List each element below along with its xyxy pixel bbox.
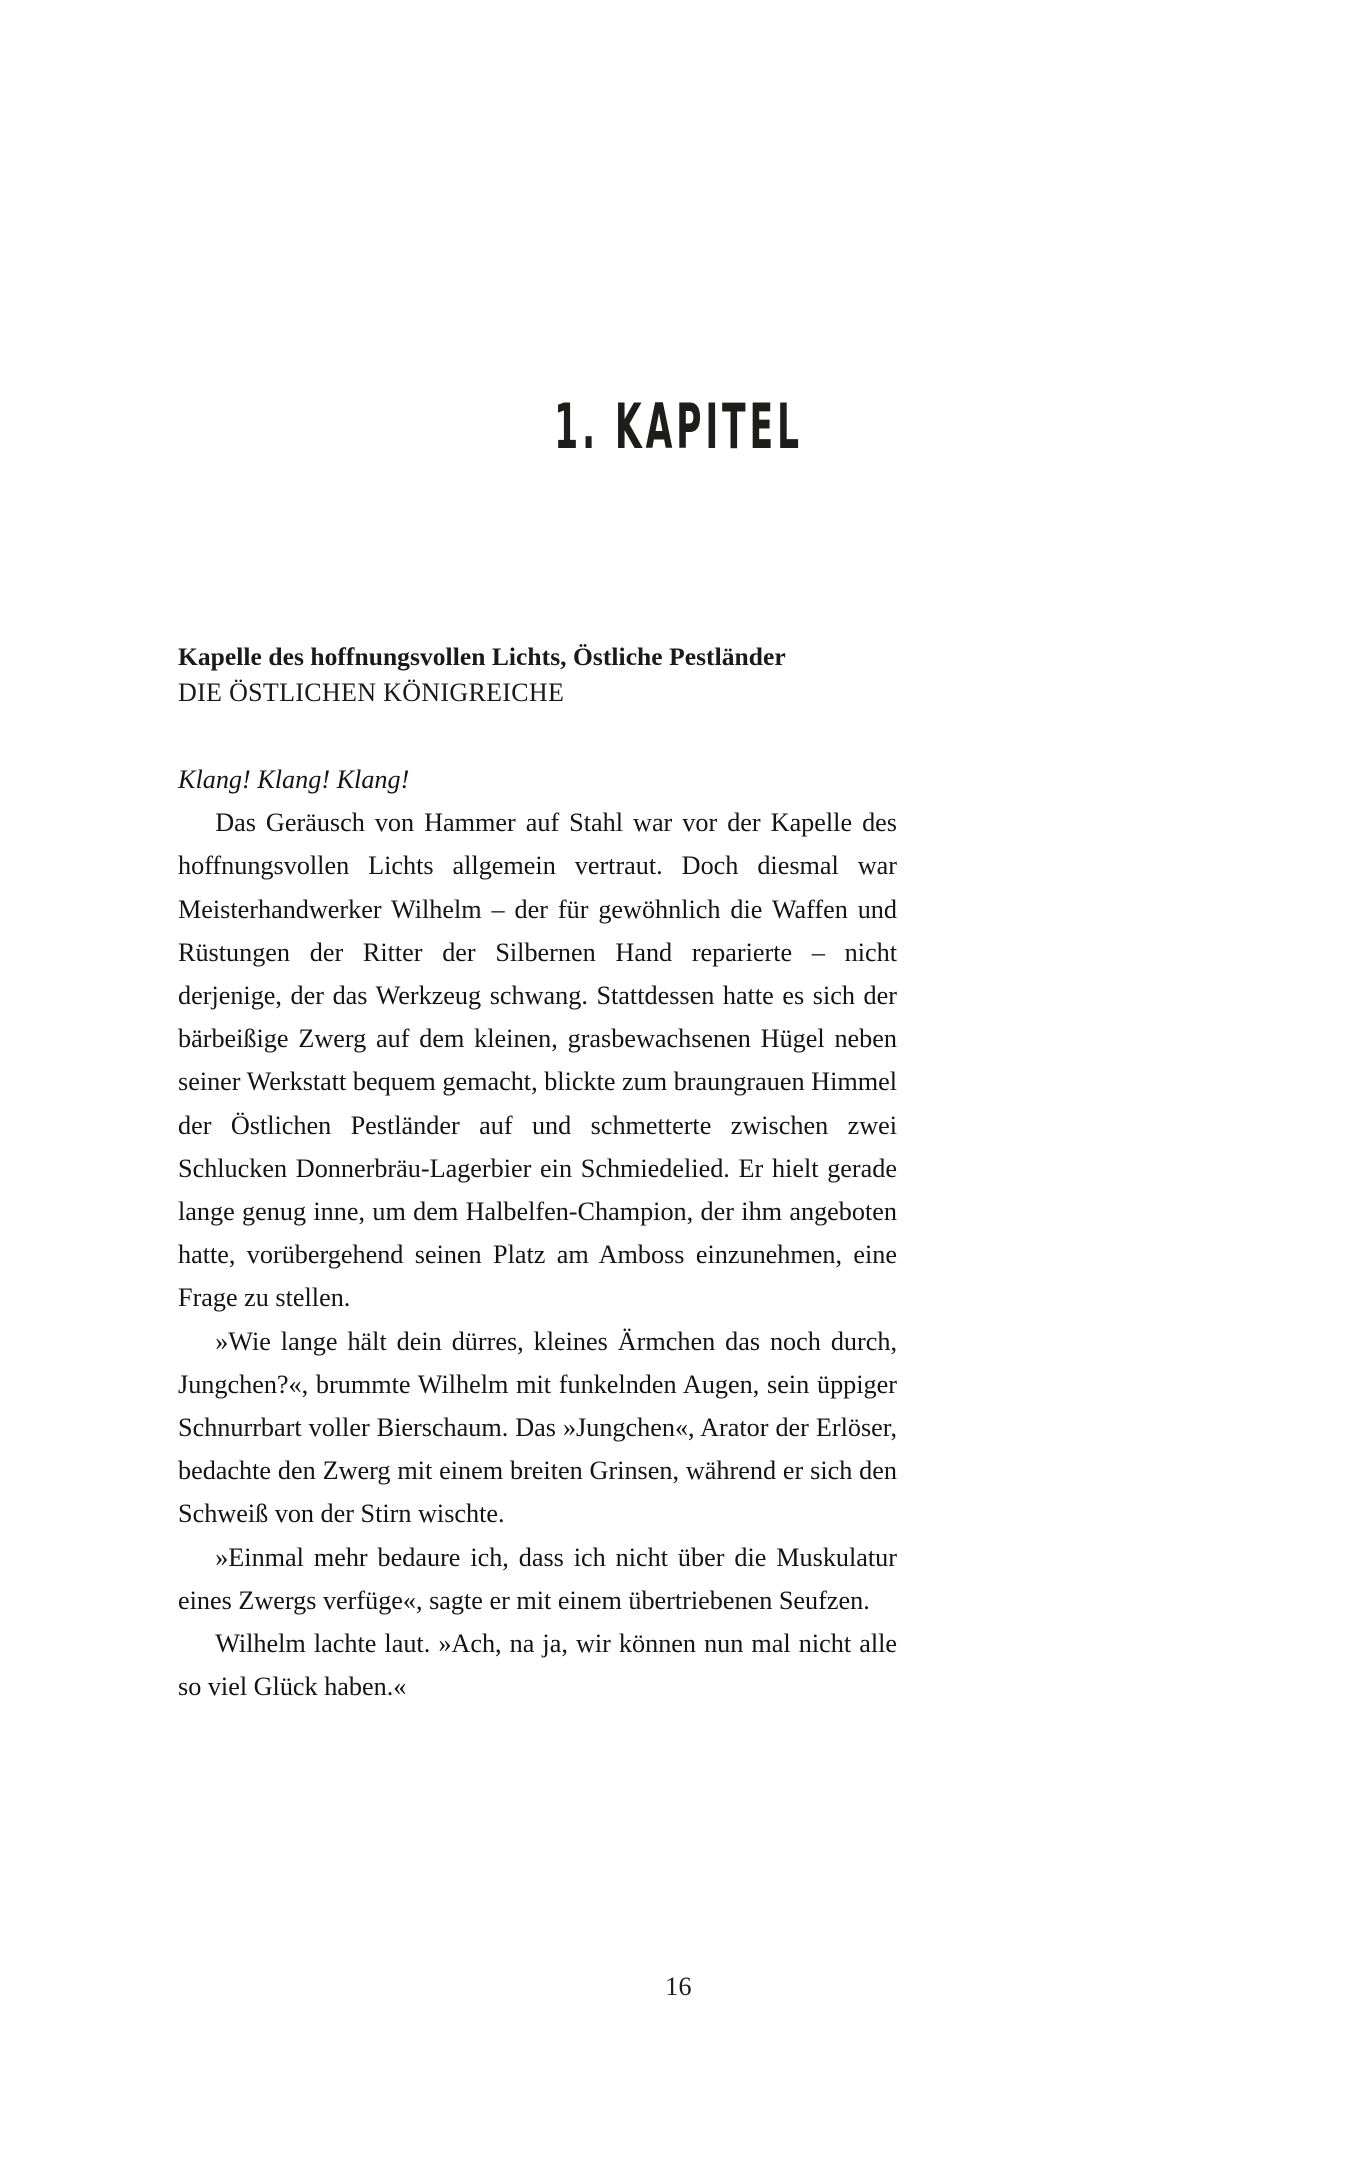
scene-realm: DIE ÖSTLICHEN KÖNIGREICHE [178,678,565,708]
sound-line: Klang! Klang! Klang! [178,764,410,794]
body-text [178,758,897,1708]
page-number: 16 [665,1972,692,2001]
paragraph: Das Geräusch von Hammer auf Stahl war vor der Kapelle des hoffnungsvollen Lichts allgemein vertraut. Doch diesmal war Meisterhandwerker Wilhelm – der für gewöhnlich die Waffen und Rüstungen der Ritter der Silbernen Hand reparierte – nicht derjenige, der das Werkzeug schwang. Stattdessen hatte es sich der bärbeißige Zwerg auf dem kleinen, grasbewachsenen Hügel neben seiner Werkstatt bequem gemacht, blickte zum braungrauen Himmel der Östlichen Pestländer auf und schmetterte zwischen zwei Schlucken Donnerbräu-Lagerbier ein Schmiedelied. Er hielt gerade lange genug inne, um dem Halbelfen-Champion, der ihm angeboten hatte, vorübergehend seinen Platz am Amboss einzunehmen, eine Frage zu stellen. [178,808,897,1313]
paragraph: »Einmal mehr bedaure ich, dass ich nicht über die Muskulatur eines Zwergs verfüge«, sagte er mit einem übertriebenen Seufzen. [178,1542,897,1615]
paragraph: »Wie lange hält dein dürres, kleines Ärmchen das noch durch, Jungchen?«, brummte Wilhelm mit funkelnden Augen, sein üppiger Schnurrbart voller Bierschaum. Das »Jungchen«, Arator der Erlöser, bedachte den Zwerg mit einem breiten Grinsen, während er sich den Schweiß von der Stirn wischte. [178,1326,897,1529]
scene-location: Kapelle des hoffnungsvollen Lichts, Östliche Pestländer [178,642,786,671]
chapter-title: 1. KAPITEL [554,389,803,463]
paragraph: Wilhelm lachte laut. »Ach, na ja, wir können nun mal nicht alle so viel Glück haben.« [178,1629,897,1702]
text-block [178,640,897,1708]
scene-header [178,640,897,711]
